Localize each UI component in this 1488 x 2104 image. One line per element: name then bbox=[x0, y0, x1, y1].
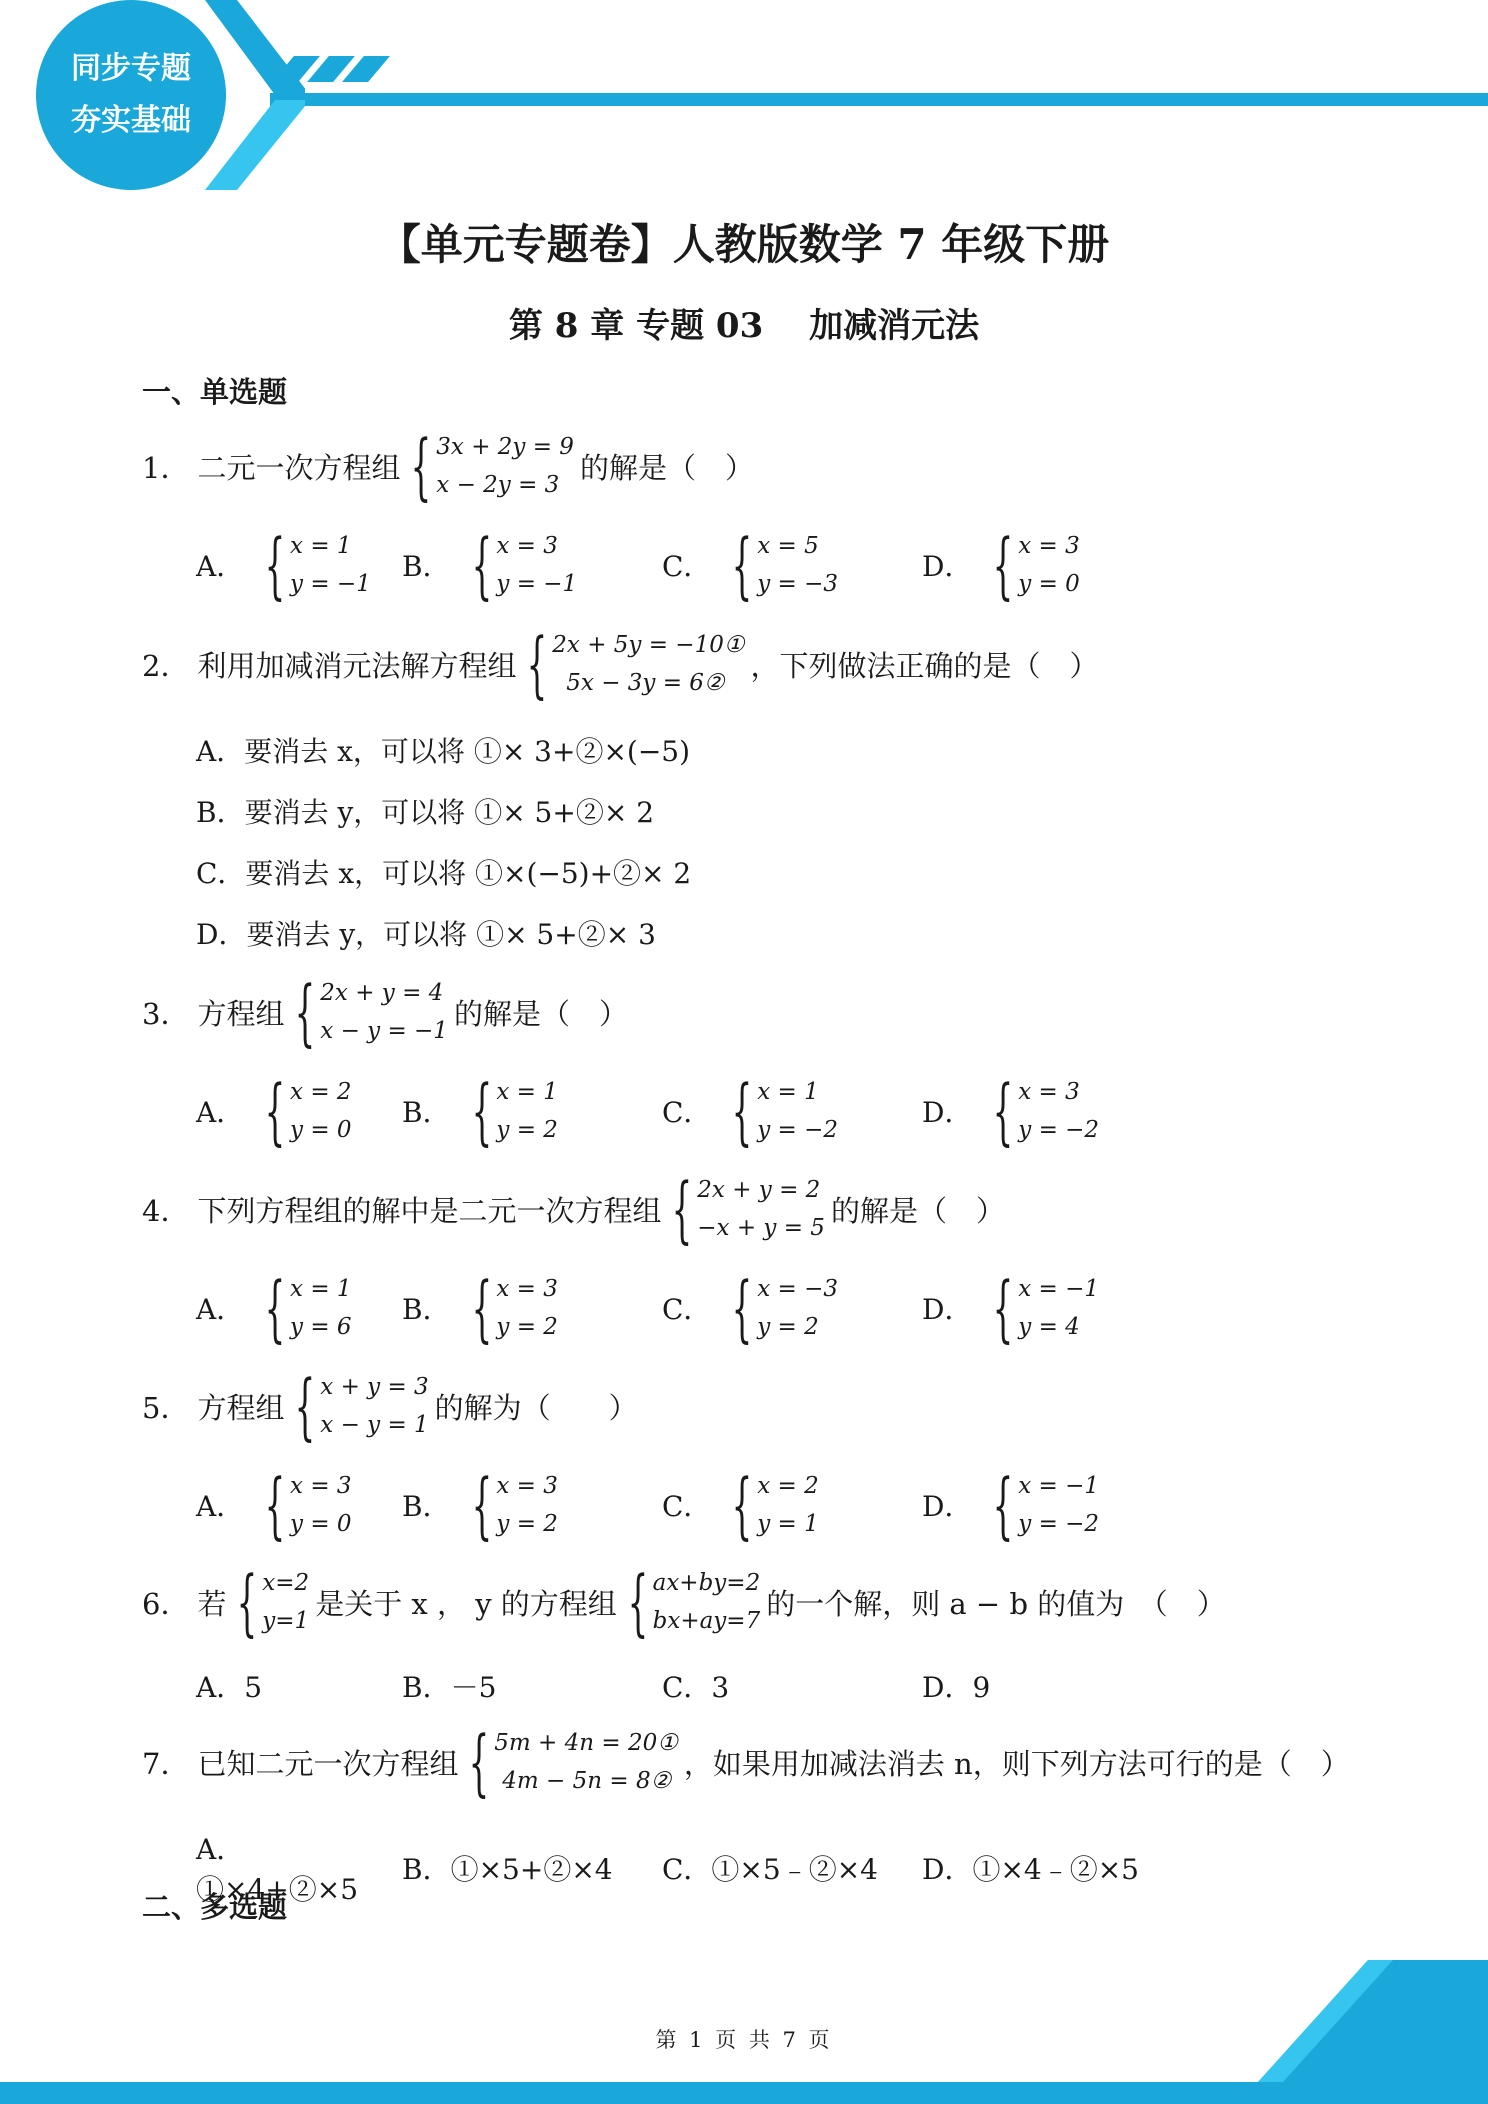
page-number: 第 1 页 共 7 页 bbox=[655, 2028, 833, 2052]
option-a[interactable]: A．①×4+②×5 bbox=[196, 1833, 359, 1906]
option-c[interactable]: C． { x = 5 y = −3 bbox=[662, 523, 839, 607]
question-number: 3． bbox=[142, 996, 190, 1031]
question-number: 1． bbox=[142, 450, 190, 485]
options-q3 bbox=[196, 1069, 1105, 1153]
question-number: 6． bbox=[142, 1586, 190, 1621]
equation-system: { x=2 y=1 bbox=[237, 1560, 310, 1644]
option-c[interactable]: C．要消去 x，可以将 ①×(−5)+②× 2 bbox=[196, 857, 692, 890]
option-c[interactable]: C． { x = −3 y = 2 bbox=[662, 1266, 839, 1350]
equation: −x + y = 5 bbox=[697, 1215, 825, 1241]
question-stem-end: 的解是（ ） bbox=[830, 1193, 1005, 1228]
option-a[interactable]: A． { x = 2 y = 0 bbox=[196, 1069, 352, 1153]
option-d[interactable]: D． { x = −1 y = 4 bbox=[922, 1266, 1100, 1350]
option-c[interactable]: C．①×5﹣②×4 bbox=[662, 1853, 878, 1886]
equation-system: { 5m + 4n = 20① 4m − 5n = 8② bbox=[469, 1720, 678, 1804]
equation-system: { 3x + 2y = 9 x − 2y = 3 bbox=[411, 424, 574, 508]
equation-system: { ax+by=2 bx+ay=7 bbox=[627, 1560, 761, 1644]
question-stem-end: 的一个解，则 a − b 的值为 （ ） bbox=[766, 1586, 1226, 1621]
question-stem-end: ，如果用加减法消去 n，则下列方法可行的是（ ） bbox=[683, 1746, 1350, 1781]
equation: x − y = 1 bbox=[320, 1412, 429, 1438]
question-stem-mid: 是关于 x ， y 的方程组 bbox=[315, 1586, 617, 1621]
question-stem-end: 的解是（ ） bbox=[579, 450, 754, 485]
equation: x − 2y = 3 bbox=[436, 472, 560, 498]
question-number: 2． bbox=[142, 648, 190, 683]
option-a[interactable]: A． { x = 3 y = 0 bbox=[196, 1463, 352, 1547]
question-stem: 利用加减消元法解方程组 bbox=[197, 648, 517, 683]
option-d[interactable]: D．①×4﹣②×5 bbox=[922, 1853, 1140, 1886]
question-stem-end: 的解为（ ） bbox=[434, 1390, 638, 1425]
equation-system: { 2x + y = 2 −x + y = 5 bbox=[672, 1167, 825, 1251]
options-q5 bbox=[196, 1463, 1105, 1547]
options-q4 bbox=[196, 1266, 1105, 1350]
question-number: 7． bbox=[142, 1746, 190, 1781]
question-3 bbox=[142, 970, 628, 1054]
equation: x=2 bbox=[262, 1570, 310, 1596]
question-stem: 下列方程组的解中是二元一次方程组 bbox=[197, 1193, 662, 1228]
equation: 2x + y = 2 bbox=[697, 1177, 821, 1203]
option-b[interactable]: B． { x = 1 y = 2 bbox=[402, 1069, 558, 1153]
option-c[interactable]: C． { x = 2 y = 1 bbox=[662, 1463, 819, 1547]
option-d[interactable]: D． { x = 3 y = −2 bbox=[922, 1069, 1100, 1153]
footer-band bbox=[0, 2082, 1488, 2104]
equation: 2x + y = 4 bbox=[320, 980, 444, 1006]
document-subtitle: 第 8 章 专题 03 加减消元法 bbox=[508, 306, 980, 346]
equation: y=1 bbox=[262, 1608, 310, 1634]
option-b[interactable]: B． { x = 3 y = 2 bbox=[402, 1463, 558, 1547]
option-d[interactable]: D． { x = −1 y = −2 bbox=[922, 1463, 1100, 1547]
section-multiple-choice: 二、多选题 bbox=[142, 1890, 288, 1924]
option-b[interactable]: B． { x = 3 y = −1 bbox=[402, 523, 578, 607]
badge-line-2: 夯实基础 bbox=[71, 103, 191, 138]
option-b[interactable]: B．－5 bbox=[402, 1671, 497, 1704]
equation: 2x + 5y = −10① bbox=[552, 632, 745, 658]
question-1 bbox=[142, 424, 754, 508]
header-badge bbox=[36, 0, 226, 190]
section-single-choice: 一、单选题 bbox=[142, 375, 288, 409]
question-stem-end: 的解是（ ） bbox=[453, 996, 628, 1031]
equation: 3x + 2y = 9 bbox=[436, 434, 574, 460]
question-stem: 已知二元一次方程组 bbox=[197, 1746, 459, 1781]
question-stem: 方程组 bbox=[197, 996, 285, 1031]
equation-system: { 2x + 5y = −10① 5x − 3y = 6② bbox=[527, 622, 745, 706]
header-rule bbox=[270, 93, 1488, 106]
question-7 bbox=[142, 1720, 1350, 1804]
question-number: 4． bbox=[142, 1193, 190, 1228]
equation: 4m − 5n = 8② bbox=[502, 1768, 672, 1794]
options-q6 bbox=[196, 1666, 990, 1706]
equation-system: { 2x + y = 4 x − y = −1 bbox=[295, 970, 448, 1054]
badge-line-1: 同步专题 bbox=[71, 51, 191, 86]
option-b[interactable]: B． { x = 3 y = 2 bbox=[402, 1266, 558, 1350]
options-q7 bbox=[196, 1828, 1139, 1908]
option-d[interactable]: D．9 bbox=[922, 1671, 991, 1704]
option-a[interactable]: A． { x = 1 y = 6 bbox=[196, 1266, 352, 1350]
equation: bx+ay=7 bbox=[652, 1608, 761, 1634]
question-2 bbox=[142, 622, 1099, 706]
equation: 5m + 4n = 20① bbox=[494, 1730, 678, 1756]
equation: ax+by=2 bbox=[652, 1570, 761, 1596]
options-q1 bbox=[196, 523, 1086, 607]
question-5 bbox=[142, 1364, 638, 1448]
option-a[interactable]: A． { x = 1 y = −1 bbox=[196, 523, 371, 607]
equation-system: { x + y = 3 x − y = 1 bbox=[295, 1364, 429, 1448]
option-a[interactable]: A．5 bbox=[196, 1671, 263, 1704]
equation: x + y = 3 bbox=[320, 1374, 429, 1400]
option-c[interactable]: C． { x = 1 y = −2 bbox=[662, 1069, 839, 1153]
option-b[interactable]: B．①×5+②×4 bbox=[402, 1853, 613, 1886]
option-b[interactable]: B．要消去 y，可以将 ①× 5+②× 2 bbox=[196, 796, 655, 829]
equation: 5x − 3y = 6② bbox=[566, 670, 725, 696]
question-4 bbox=[142, 1167, 1005, 1251]
option-d[interactable]: D．要消去 y，可以将 ①× 5+②× 3 bbox=[196, 918, 656, 951]
document-title: 【单元专题卷】人教版数学 7 年级下册 bbox=[378, 220, 1110, 269]
question-6 bbox=[142, 1560, 1226, 1644]
question-stem: 二元一次方程组 bbox=[197, 450, 401, 485]
footer-corner-decoration bbox=[1258, 1960, 1488, 2082]
option-a[interactable]: A．要消去 x，可以将 ①× 3+②×(−5) bbox=[196, 735, 691, 768]
option-c[interactable]: C．3 bbox=[662, 1671, 730, 1704]
question-stem: 方程组 bbox=[197, 1390, 285, 1425]
question-number: 5． bbox=[142, 1390, 190, 1425]
option-d[interactable]: D． { x = 3 y = 0 bbox=[922, 523, 1080, 607]
question-stem-end: ，下列做法正确的是（ ） bbox=[750, 648, 1099, 683]
question-stem: 若 bbox=[197, 1586, 227, 1621]
equation: x − y = −1 bbox=[320, 1018, 448, 1044]
